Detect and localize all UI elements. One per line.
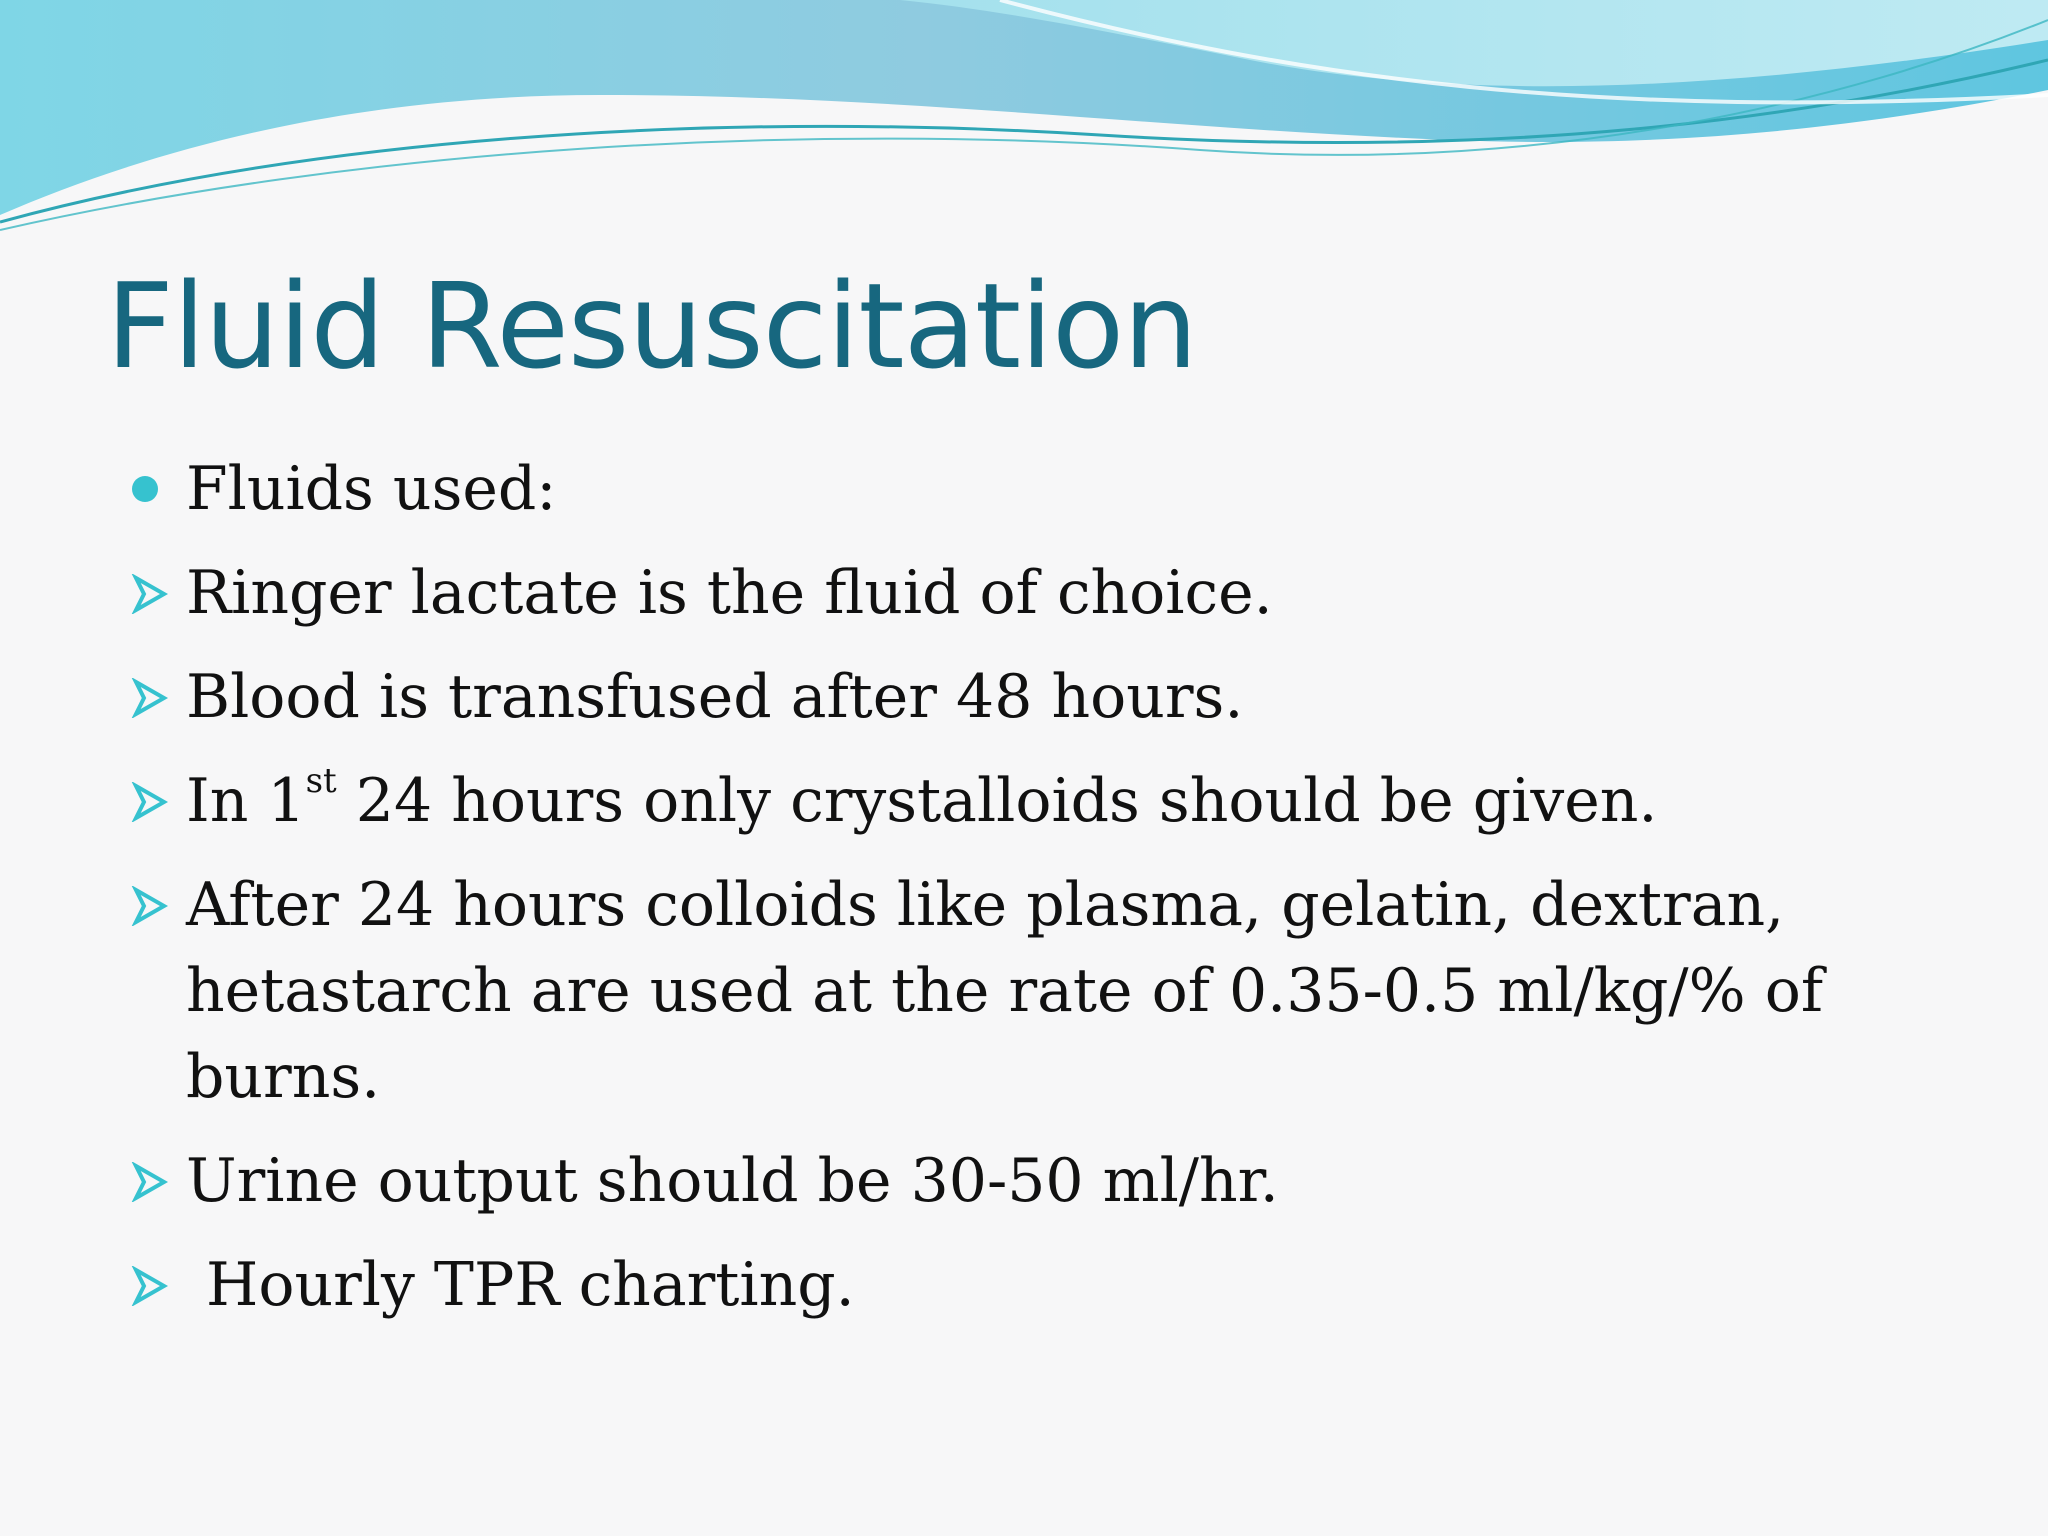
list-item-text: After 24 hours colloids like plasma, gelatin, dextran, hetastarch are used at the rate of 0.35-0.5 ml/kg/% of burns. [186, 870, 1824, 1112]
circle-bullet-icon [124, 446, 174, 532]
list-item-text: Hourly TPR charting. [206, 1250, 855, 1320]
list-item-text-start: In 1 [186, 766, 306, 836]
slide-title: Fluid Resuscitation [106, 257, 1197, 395]
arrow-bullet-icon [124, 550, 174, 636]
list-item [124, 654, 1984, 740]
list-item [124, 758, 1984, 844]
list-item-text: Ringer lactate is the fluid of choice. [186, 558, 1273, 628]
list-item-text: Fluids used: [186, 454, 557, 524]
list-item [124, 446, 1984, 532]
list-item [124, 1242, 1984, 1328]
arrow-bullet-icon [124, 1138, 174, 1224]
list-item [124, 862, 1986, 1120]
list-item [124, 550, 1984, 636]
list-item-text: Blood is transfused after 48 hours. [186, 662, 1244, 732]
header-wave-decoration [0, 0, 2048, 240]
list-item-text [186, 758, 1657, 844]
arrow-bullet-icon [124, 654, 174, 740]
arrow-bullet-icon [124, 1242, 174, 1328]
list-item-text-end: 24 hours only crystalloids should be given. [336, 766, 1658, 836]
bullet-list [124, 446, 1984, 1346]
list-item [124, 1138, 1984, 1224]
list-item-text: Urine output should be 30-50 ml/hr. [186, 1146, 1279, 1216]
arrow-bullet-icon [124, 862, 174, 948]
arrow-bullet-icon [124, 758, 174, 844]
ordinal-suffix: st [305, 761, 337, 801]
